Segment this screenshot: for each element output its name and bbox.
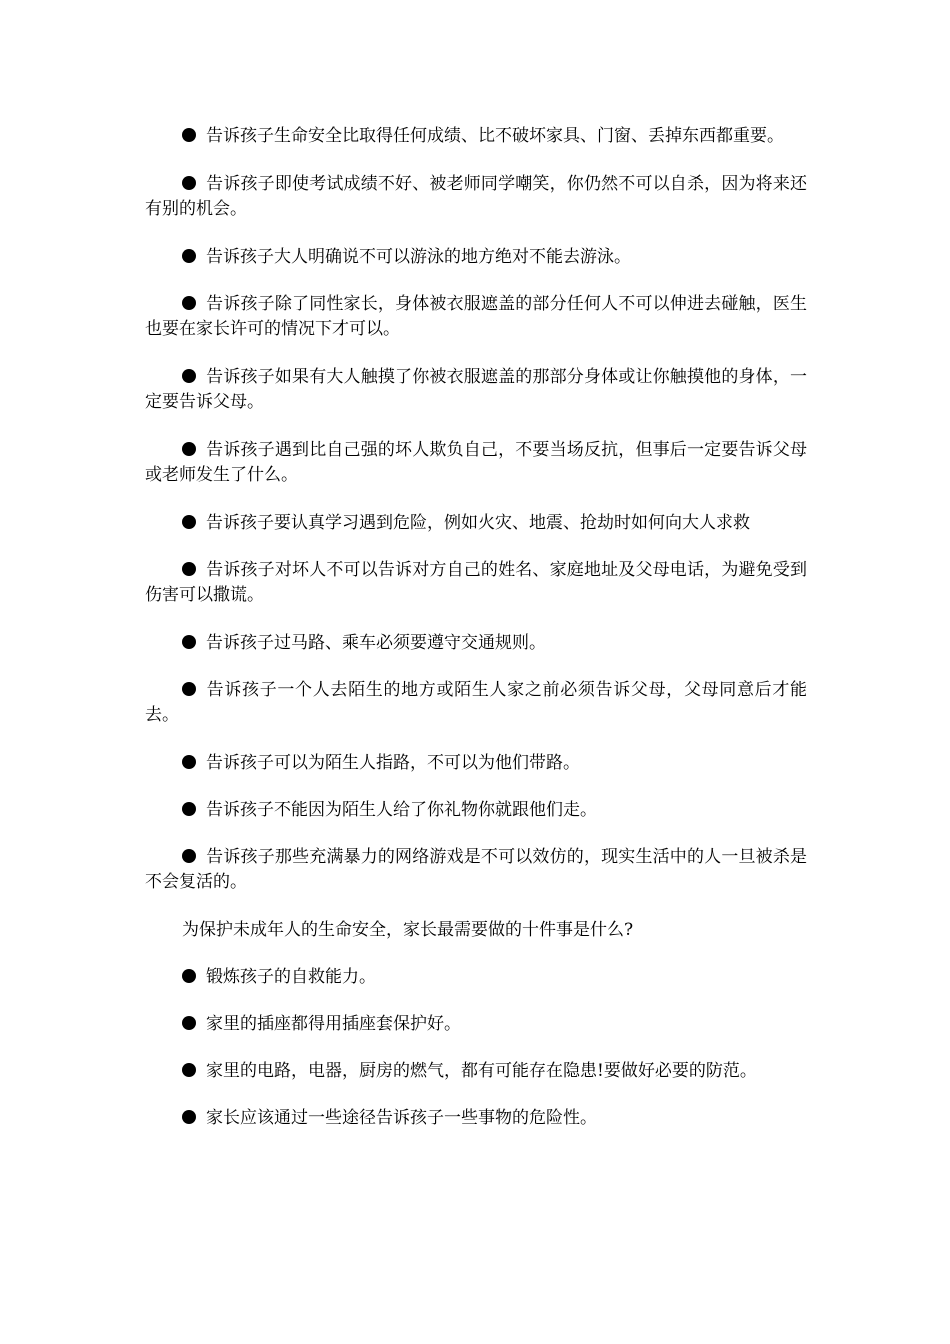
list-item [145,845,807,895]
item-text: 锻炼孩子的自救能力。 [206,967,376,987]
item-text: 告诉孩子不能因为陌生人给了你礼物你就跟他们走。 [206,800,597,820]
list-item [145,1106,807,1131]
item-text: 家长应该通过一些途径告诉孩子一些事物的危险性。 [206,1108,597,1128]
list-item [145,558,807,608]
item-text: 告诉孩子生命安全比取得任何成绩、比不破坏家具、门窗、丢掉东西都重要。 [206,126,784,146]
item-text: 告诉孩子要认真学习遇到危险，例如火灾、地震、抢劫时如何向大人求救 [206,513,750,533]
bullet-icon [182,442,196,456]
list-item [145,678,807,728]
bullet-icon [182,969,196,983]
item-text: 告诉孩子如果有大人触摸了你被衣服遮盖的那部分身体或让你触摸他的身体，一定要告诉父母。 [145,367,807,412]
bullet-icon [182,562,196,576]
item-text: 家里的电路，电器，厨房的燃气，都有可能存在隐患!要做好必要的防范。 [206,1061,757,1081]
list-item [145,292,807,342]
bullet-icon [182,802,196,816]
list-item [145,1012,807,1037]
section-question [145,918,807,943]
list-item [145,365,807,415]
list-item [145,751,807,776]
bullet-icon [182,1110,196,1124]
item-text: 告诉孩子过马路、乘车必须要遵守交通规则。 [206,633,546,653]
list-item [145,798,807,823]
bullet-icon [182,1016,196,1030]
item-text: 家里的插座都得用插座套保护好。 [206,1014,461,1034]
document-body [145,124,807,1153]
item-text: 告诉孩子对坏人不可以告诉对方自己的姓名、家庭地址及父母电话，为避免受到伤害可以撒谎。 [145,560,807,605]
list-item [145,172,807,222]
bullet-icon [182,635,196,649]
list-item [145,511,807,536]
bullet-icon [182,369,196,383]
list-item [145,245,807,270]
bullet-icon [182,515,196,529]
list-item [145,124,807,149]
list-item [145,438,807,488]
question-text: 为保护未成年人的生命安全，家长最需要做的十件事是什么? [182,920,634,940]
bullet-icon [182,755,196,769]
bullet-icon [182,249,196,263]
bullet-icon [182,176,196,190]
list-item [145,1059,807,1084]
item-text: 告诉孩子即使考试成绩不好、被老师同学嘲笑，你仍然不可以自杀，因为将来还有别的机会。 [145,174,807,219]
item-text: 告诉孩子一个人去陌生的地方或陌生人家之前必须告诉父母，父母同意后才能去。 [145,680,807,725]
item-text: 告诉孩子可以为陌生人指路，不可以为他们带路。 [206,753,580,773]
item-text: 告诉孩子大人明确说不可以游泳的地方绝对不能去游泳。 [206,247,631,267]
bullet-icon [182,296,196,310]
bullet-icon [182,682,196,696]
list-item [145,631,807,656]
bullet-icon [182,128,196,142]
bullet-icon [182,1063,196,1077]
item-text: 告诉孩子除了同性家长，身体被衣服遮盖的部分任何人不可以伸进去碰触，医生也要在家长许可的情况下才可以。 [145,294,807,339]
bullet-icon [182,849,196,863]
item-text: 告诉孩子遇到比自己强的坏人欺负自己，不要当场反抗，但事后一定要告诉父母或老师发生了什么。 [145,440,807,485]
item-text: 告诉孩子那些充满暴力的网络游戏是不可以效仿的，现实生活中的人一旦被杀是不会复活的。 [145,847,807,892]
list-item [145,965,807,990]
